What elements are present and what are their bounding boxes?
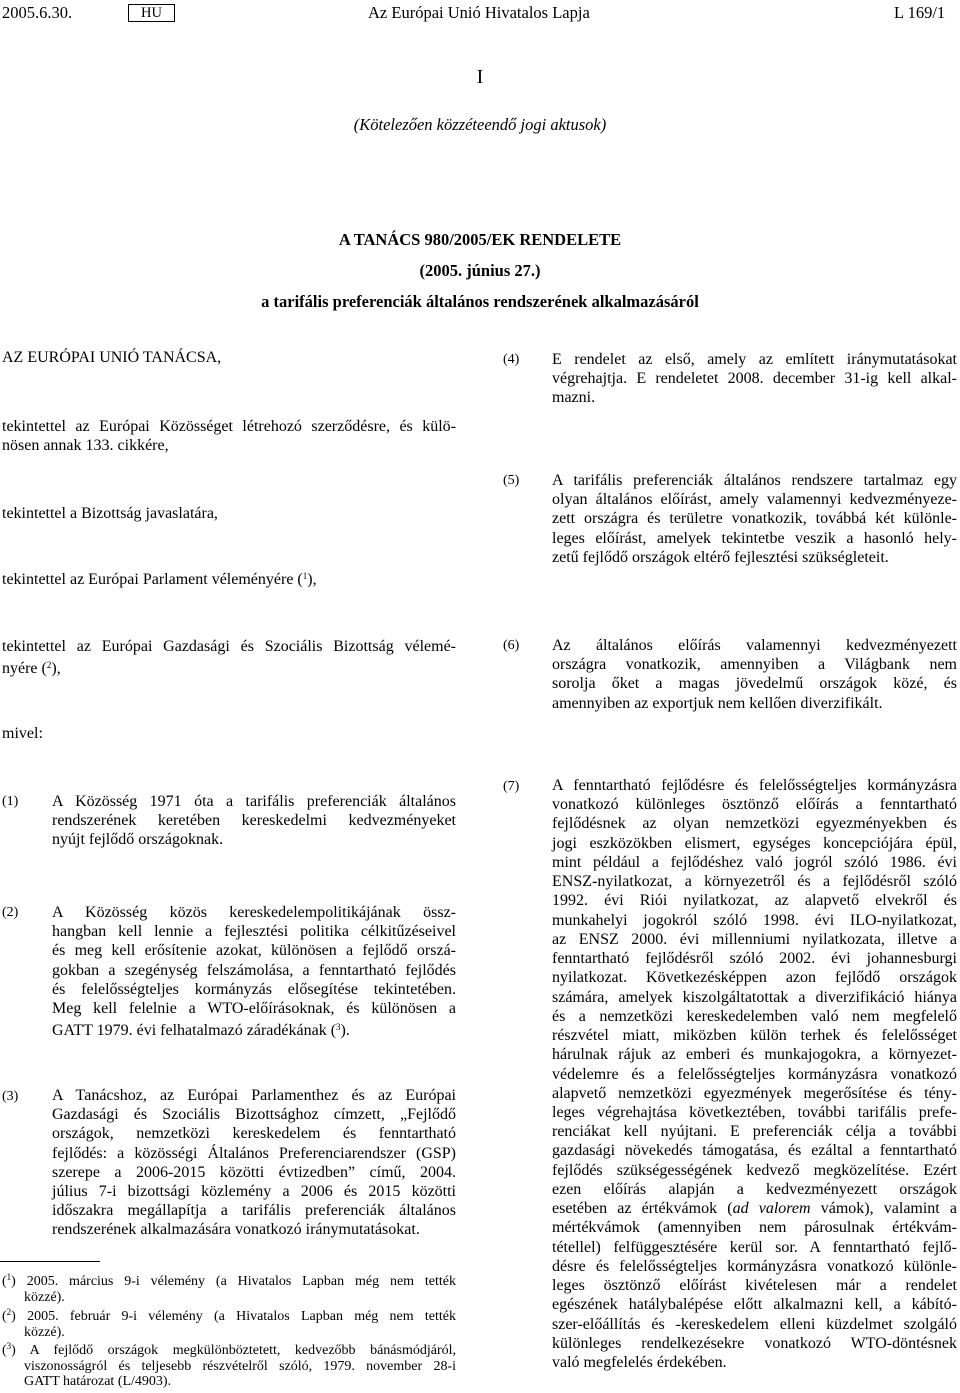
- text-line: [552, 1199, 957, 1218]
- text-line: amennyiben az exportjuk nem kellően diverzifikált.: [552, 694, 883, 712]
- text-line: Az általános előírás valamennyi kedvezményezett: [552, 637, 957, 654]
- footnote-ref-2: 2: [46, 660, 52, 671]
- text-line: közzé).: [24, 1324, 65, 1340]
- text-line: fejlődésnek az olyan nemzetközi egyezményekben és: [552, 815, 957, 833]
- text-line: olyan általános előírást, amely valamennyi kedvezményeze-: [552, 491, 957, 509]
- text-line: hangban kell lennie a fejlesztési politika célkitűzéseivel: [52, 923, 456, 941]
- text-line: mértékvámok (amennyiben nem párosulnak értékvám-: [552, 1219, 957, 1237]
- council-heading: AZ EURÓPAI UNIÓ TANÁCSA,: [2, 349, 222, 366]
- text-line: A Tanácshoz, az Európai Parlamenthez és az Európai: [52, 1087, 456, 1104]
- text-line: tekintettel az Európai Közösséget létrehozó szerződésre, és külö-: [2, 418, 456, 435]
- text-line: ($^1$) 2005. március 9-i vélemény (a Hivatalos Lapban még nem tették: [2, 1272, 456, 1289]
- page-reference: L 169/1: [894, 3, 946, 22]
- recital-number: (7): [503, 779, 520, 794]
- text-line: A fenntartható fejlődésre és felelősségteljes kormányzásra: [552, 777, 957, 794]
- language-code: HU: [128, 4, 175, 22]
- text-line: rendszerének keretében kereskedelmi kedvezményeket: [52, 812, 456, 830]
- text-line: országok, nemzetközi kereskedelem és fenntartható: [52, 1125, 456, 1143]
- recital-6: [552, 636, 957, 713]
- text-line: leges végrehajtása következtében, további tarifális prefe-: [552, 1103, 957, 1121]
- footnote-3: [2, 1339, 456, 1390]
- text-line: való megfelelés érdekében.: [552, 1354, 727, 1372]
- recital-2: [52, 903, 456, 1040]
- footnote-divider: [0, 1261, 100, 1262]
- text-part: 2005. március 9-i vélemény (a Hivatalos Lapban még nem tették: [26, 1274, 456, 1289]
- text-line: fejlődés szükségességének kedvező megközelítése. Ezért: [552, 1161, 957, 1179]
- text-line: mint például a fejlődéshez való jogról szóló 1986. évi: [552, 853, 957, 871]
- recital-number: (4): [503, 352, 520, 367]
- text-line: gazdasági növekedés támogatása, és ezáltal a fenntartható: [552, 1142, 957, 1160]
- text-part: ).: [340, 1022, 350, 1040]
- citation-ecosoc: [2, 637, 456, 678]
- header-date: 2005.6.30.: [2, 3, 73, 22]
- text-line: különleges rendelkezésekre vonatkozó WTO-döntésnek: [552, 1334, 957, 1352]
- citation-treaty: [2, 417, 456, 455]
- text-line: zett országra és területre vonatkozik, továbbá két különle-: [552, 510, 957, 528]
- text-line: A Közösség 1971 óta a tarifális preferenciák általános: [52, 793, 456, 810]
- section-subtitle: (Kötelezően közzéteendő jogi aktusok): [353, 115, 607, 134]
- text-line: jogi eszközökben elismert, egységes koncepciójára épül,: [552, 834, 957, 852]
- text-line: Meg kell felelnie a WTO-előírásoknak, és különösen a: [52, 1000, 456, 1018]
- recital-number: (5): [503, 473, 520, 488]
- text-line: E rendelet az első, amely az említett iránymutatásokat: [552, 351, 957, 368]
- text-line: szer-előállítás és -kereskedelem elleni küzdelmet szolgáló: [552, 1315, 957, 1333]
- footnote-ref-3: 3: [336, 1022, 341, 1033]
- recital-7: [552, 776, 957, 1372]
- recital-4: [552, 350, 957, 408]
- text-line: fejlődés: a közösségi Általános Preferenciarendszer (GSP): [52, 1144, 456, 1162]
- footnote-mark: 3: [6, 1341, 12, 1351]
- text-line: hárulnak rájuk az emberi és munkajogokra, a környezet-: [552, 1046, 957, 1064]
- footnote-mark: 1: [6, 1272, 12, 1282]
- footnote-ref-1: 1: [302, 571, 308, 581]
- citation-parliament: [2, 571, 317, 589]
- text-line: országra vonatkozik, amennyiben a Világbank nem: [552, 656, 957, 674]
- text-line: [2, 656, 456, 678]
- text-line: Gazdasági és Szociális Bizottsághoz címzett, „Fejlődő: [52, 1106, 456, 1124]
- footnote-mark: 2: [6, 1307, 12, 1317]
- recital-1: [52, 792, 456, 850]
- text-line: A Közösség közös kereskedelempolitikájának össz-: [52, 904, 456, 921]
- text-part: ),: [51, 660, 61, 678]
- text-line: ($^3$) A fejlődő országok megkülönböztetett, kedvezőbb bánásmódjáról,: [2, 1341, 456, 1358]
- text-line: védelemre és a felelősségteljes kormányzásra vonatkozó: [552, 1065, 957, 1083]
- text-line: sorolja őket a magas jövedelmű országok közé, és: [552, 675, 957, 693]
- text-part: tekintettel az Európai Parlament véleményére (: [2, 571, 303, 588]
- text-line: fenntartható fejlődésről szóló 2002. évi johannesburgi: [552, 950, 957, 968]
- section-roman-numeral: I: [476, 66, 484, 88]
- text-line: mazni.: [552, 389, 596, 407]
- text-part: ),: [307, 571, 317, 588]
- text-line: az ENSZ 2000. évi millenniumi nyilatkozata, illetve a: [552, 930, 957, 948]
- text-line: alapvető nemzetközi egyezmények megerősítése és tény-: [552, 1084, 957, 1102]
- text-part: GATT 1979. évi felhatalmazó záradékának (: [52, 1022, 337, 1040]
- text-line: nyilatkozat. Következésképpen azon fejlődő országok: [552, 969, 957, 987]
- text-line: rendszerének alkalmazására vonatkozó iránymutatásokat.: [52, 1221, 420, 1239]
- text-line: désre és felelősségteljes kormányzásra vonatkozó különle-: [552, 1257, 957, 1275]
- recital-number: (1): [2, 794, 19, 809]
- regulation-subject: a tarifális preferenciák általános rendszerének alkalmazásáról: [261, 292, 699, 311]
- regulation-date: (2005. június 27.): [419, 261, 541, 280]
- text-line: zetű fejlődő országok eltérő fejlesztési szükségleteit.: [552, 548, 889, 566]
- text-line: közzé).: [24, 1289, 65, 1305]
- recital-number: (2): [2, 905, 19, 920]
- text-line: időszakra megállapítja a tarifális preferenciák általános: [52, 1202, 456, 1220]
- recital-3: [52, 1086, 456, 1240]
- text-line: tétellel) felfüggesztésére kerül sor. A fenntartható fejlő-: [552, 1238, 957, 1256]
- text-line: egészének hatálybalépése előtt alkalmazni kell, a kábító-: [552, 1296, 957, 1314]
- text-line: [52, 1018, 456, 1040]
- text-line: nyújt fejlődő országoknak.: [52, 831, 224, 849]
- text-line: és a nemzetközi kereskedelemben való nem megfelelő: [552, 1007, 957, 1025]
- text-line: szerepe a 2006-2015 közötti évtizedben” című, 2004.: [52, 1163, 456, 1181]
- recital-number: (3): [2, 1089, 19, 1104]
- text-line: viszonosságról és teljesebb részvételről szóló, 1979. november 28-i: [24, 1358, 456, 1374]
- text-line: nösen annak 133. cikkére,: [2, 437, 169, 455]
- text-line: leges ösztönző előírást kivételesen már a rendelet: [552, 1277, 957, 1295]
- text-part: esetében az értékvámok (: [552, 1200, 733, 1218]
- journal-title: Az Európai Unió Hivatalos Lapja: [368, 3, 590, 22]
- whereas-label: mivel:: [2, 725, 43, 742]
- text-line: gokban a szegénység felszámolása, a fenntartható fejlődés: [52, 961, 456, 979]
- text-emphasis: ad valorem: [732, 1200, 811, 1218]
- regulation-title: A TANÁCS 980/2005/EK RENDELETE: [338, 230, 622, 249]
- citation-commission: tekintettel a Bizottság javaslatára,: [2, 505, 218, 522]
- text-line: munkahelyi jogokról szóló 1998. évi ILO-nyilatkozat,: [552, 911, 957, 929]
- footnote-2: [2, 1305, 456, 1340]
- text-part: vámok), valamint a: [810, 1200, 958, 1218]
- text-line: végrehajtja. E rendeletet 2008. december 31-ig kell alkal-: [552, 370, 957, 388]
- text-line: és meg kell erősítenie azokat, különösen a fejlődő orszá-: [52, 942, 456, 960]
- recital-5: [552, 471, 957, 567]
- text-line: ezen előírás alapján a kedvezményezett országok: [552, 1180, 957, 1198]
- text-line: július 7-i bizottsági közlemény a 2006 és 2015 közötti: [52, 1183, 456, 1201]
- text-line: A tarifális preferenciák általános rendszere tartalmaz egy: [552, 472, 957, 489]
- text-line: ENSZ-nyilatkozat, a környezetről és a fejlődésről szóló: [552, 873, 957, 891]
- text-part: 2005. február 9-i vélemény (a Hivatalos Lapban még nem tették: [27, 1309, 457, 1324]
- text-line: renciákat kell nyújtani. E preferenciák célja a további: [552, 1123, 957, 1141]
- text-line: ($^2$) 2005. február 9-i vélemény (a Hivatalos Lapban még nem tették: [2, 1307, 457, 1324]
- recital-number: (6): [503, 638, 520, 653]
- text-line: 1992. évi Riói nyilatkozat, az alapvető elvekről és: [552, 892, 957, 910]
- text-line: számára, amelyek kiszolgáltatottak a diverzifikáció hiánya: [552, 988, 957, 1006]
- text-part: A fejlődő országok megkülönböztetett, kedvezőbb bánásmódjáról,: [29, 1343, 456, 1358]
- text-line: részvétel miatt, miközben külön terhek és felelősséget: [552, 1027, 957, 1045]
- text-line: vonatkozó különleges ösztönző előírás a fenntartható: [552, 796, 957, 814]
- text-line: leges előírást, amelyek tekintetbe veszik a hasonló hely-: [552, 529, 957, 547]
- text-line: tekintettel az Európai Gazdasági és Szociális Bizottság vélemé-: [2, 638, 456, 655]
- footnote-1: [2, 1270, 456, 1305]
- language-code-badge: [128, 1, 175, 23]
- text-part: nyére (: [2, 660, 47, 678]
- text-line: GATT határozat (L/4903).: [24, 1374, 172, 1390]
- text-line: és felelősségteljes kormányzás elősegítése tekintetében.: [52, 980, 456, 998]
